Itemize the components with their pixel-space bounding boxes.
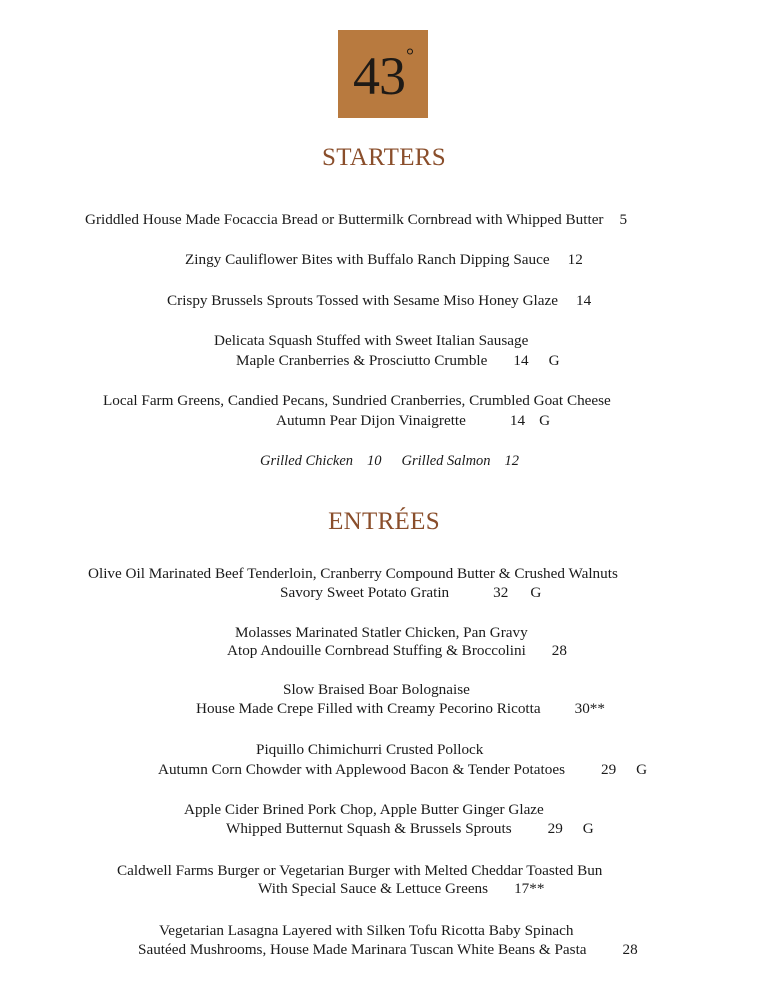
item-price: 32 (493, 584, 509, 601)
item-description: Griddled House Made Focaccia Bread or Buttermilk Cornbread with Whipped Butter (85, 211, 604, 228)
gluten-free-tag: G (582, 820, 594, 837)
item-description: Autumn Pear Dijon Vinaigrette (276, 412, 466, 429)
item-description: Sautéed Mushrooms, House Made Marinara Tuscan White Beans & Pasta (138, 941, 587, 958)
addon-price: 12 (504, 453, 520, 469)
menu-item-line (214, 332, 528, 350)
menu-item-line (167, 292, 591, 310)
item-price: 29 (547, 820, 563, 837)
menu-item-line (258, 880, 544, 898)
menu-item-line (103, 392, 611, 410)
item-price: 28 (622, 941, 638, 958)
addon-price: 10 (367, 453, 382, 469)
menu-item-line (117, 862, 602, 880)
item-description: Apple Cider Brined Pork Chop, Apple Butter Ginger Glaze (184, 801, 544, 818)
addon-label: Grilled Salmon (401, 453, 491, 469)
menu-item-line (227, 642, 567, 660)
gluten-free-tag: G (530, 584, 542, 601)
item-price: 14 (513, 352, 529, 369)
menu-item-line (159, 922, 574, 940)
gluten-free-tag: G (636, 761, 648, 778)
logo-number: 43 (353, 46, 405, 106)
item-price: 5 (619, 211, 628, 228)
item-description: Olive Oil Marinated Beef Tenderloin, Cranberry Compound Butter & Crushed Walnuts (88, 565, 618, 582)
item-description: Maple Cranberries & Prosciutto Crumble (236, 352, 488, 369)
item-description: Local Farm Greens, Candied Pecans, Sundried Cranberries, Crumbled Goat Cheese (103, 392, 611, 409)
item-price: 14 (509, 412, 526, 429)
item-price: 12 (567, 251, 583, 268)
restaurant-logo (338, 30, 428, 118)
item-description: Atop Andouille Cornbread Stuffing & Broccolini (227, 642, 526, 659)
menu-item-line (226, 820, 594, 838)
menu-item-line (184, 801, 544, 819)
gluten-free-tag: G (548, 352, 560, 369)
menu-item-line (283, 681, 470, 699)
menu-item-line (236, 352, 560, 370)
item-description: House Made Crepe Filled with Creamy Pecorino Ricotta (196, 700, 541, 717)
addon-label: Grilled Chicken (260, 453, 354, 469)
menu-item-line (280, 584, 541, 602)
section-title-entrees: ENTRÉES (328, 508, 440, 535)
menu-item-line (88, 565, 618, 583)
menu-item-line (256, 741, 483, 759)
menu-item-line (138, 941, 638, 959)
item-price: 14 (575, 292, 592, 309)
item-price: 28 (551, 642, 567, 659)
item-description: Vegetarian Lasagna Layered with Silken Tofu Ricotta Baby Spinach (159, 922, 574, 939)
item-description: With Special Sauce & Lettuce Greens (258, 880, 489, 897)
menu-item-line (85, 211, 627, 229)
item-price: 29 (600, 761, 617, 778)
item-description: Crispy Brussels Sprouts Tossed with Sesame Miso Honey Glaze (167, 292, 558, 309)
logo-degree-symbol: ° (406, 44, 414, 67)
menu-item-line (158, 761, 647, 779)
item-description: Zingy Cauliflower Bites with Buffalo Ranch Dipping Sauce (185, 251, 550, 268)
item-description: Autumn Corn Chowder with Applewood Bacon & Tender Potatoes (158, 761, 565, 778)
item-description: Delicata Squash Stuffed with Sweet Italian Sausage (214, 332, 529, 349)
menu-item-line (196, 700, 605, 718)
item-description: Piquillo Chimichurri Crusted Pollock (256, 741, 484, 758)
item-description: Savory Sweet Potato Gratin (280, 584, 450, 601)
menu-item-line (276, 412, 550, 430)
menu-item-line (235, 624, 528, 642)
menu-item-line (185, 251, 583, 269)
addons-line (260, 452, 519, 470)
item-description: Molasses Marinated Statler Chicken, Pan Gravy (235, 624, 528, 641)
item-price: 30** (574, 700, 605, 717)
section-title-starters: STARTERS (322, 144, 446, 171)
item-price: 17** (514, 880, 545, 897)
item-description: Caldwell Farms Burger or Vegetarian Burger with Melted Cheddar Toasted Bun (117, 862, 603, 879)
item-description: Slow Braised Boar Bolognaise (283, 681, 470, 698)
gluten-free-tag: G (539, 412, 551, 429)
item-description: Whipped Butternut Squash & Brussels Sprouts (226, 820, 512, 837)
